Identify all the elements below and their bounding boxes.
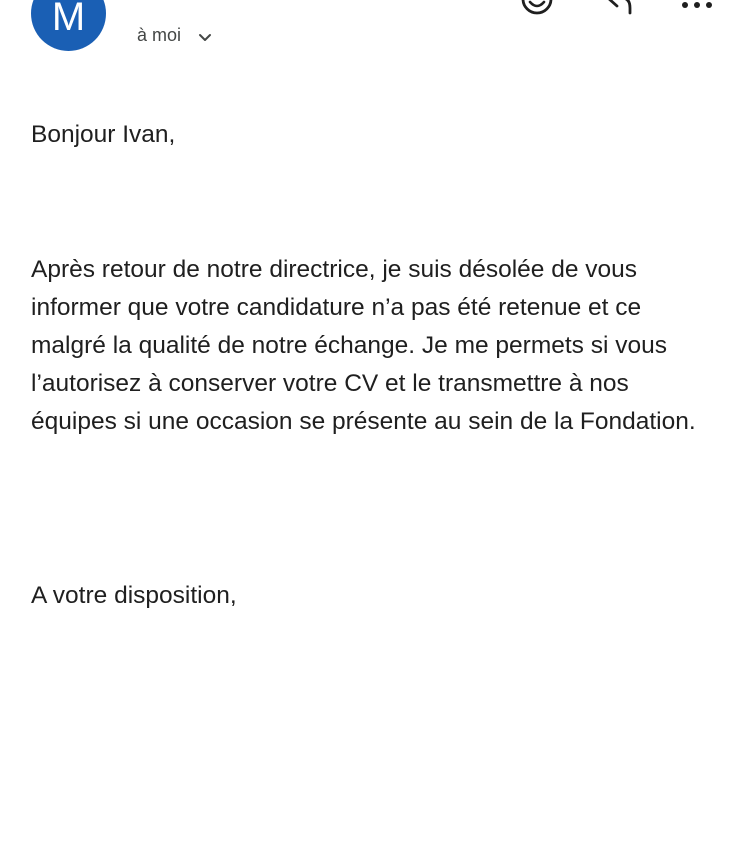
message-closing: A votre disposition, [31, 582, 237, 609]
avatar-letter: M [51, 0, 86, 39]
sender-avatar[interactable] [31, 0, 106, 51]
more-options-icon[interactable] [678, 0, 716, 16]
message-greeting: Bonjour Ivan, [31, 121, 176, 148]
chevron-down-icon[interactable] [195, 28, 215, 48]
recipient-details-toggle[interactable] [137, 22, 215, 48]
recipient-label: à moi [137, 24, 182, 45]
emoji-reaction-icon[interactable] [518, 0, 556, 16]
message-actions [518, 0, 716, 16]
message-paragraph: Après retour de notre directrice, je suis désolée de vous informer que votre candidature n’a pas été retenue et ce malgré la qualité de notre échange. Je me permets si vous l’autorisez à conserver votre CV et le transmettre à nos équipes si une occasion se présente au sein de la Fondation. [31, 256, 696, 435]
email-header [0, 0, 738, 70]
reply-icon[interactable] [598, 0, 636, 16]
